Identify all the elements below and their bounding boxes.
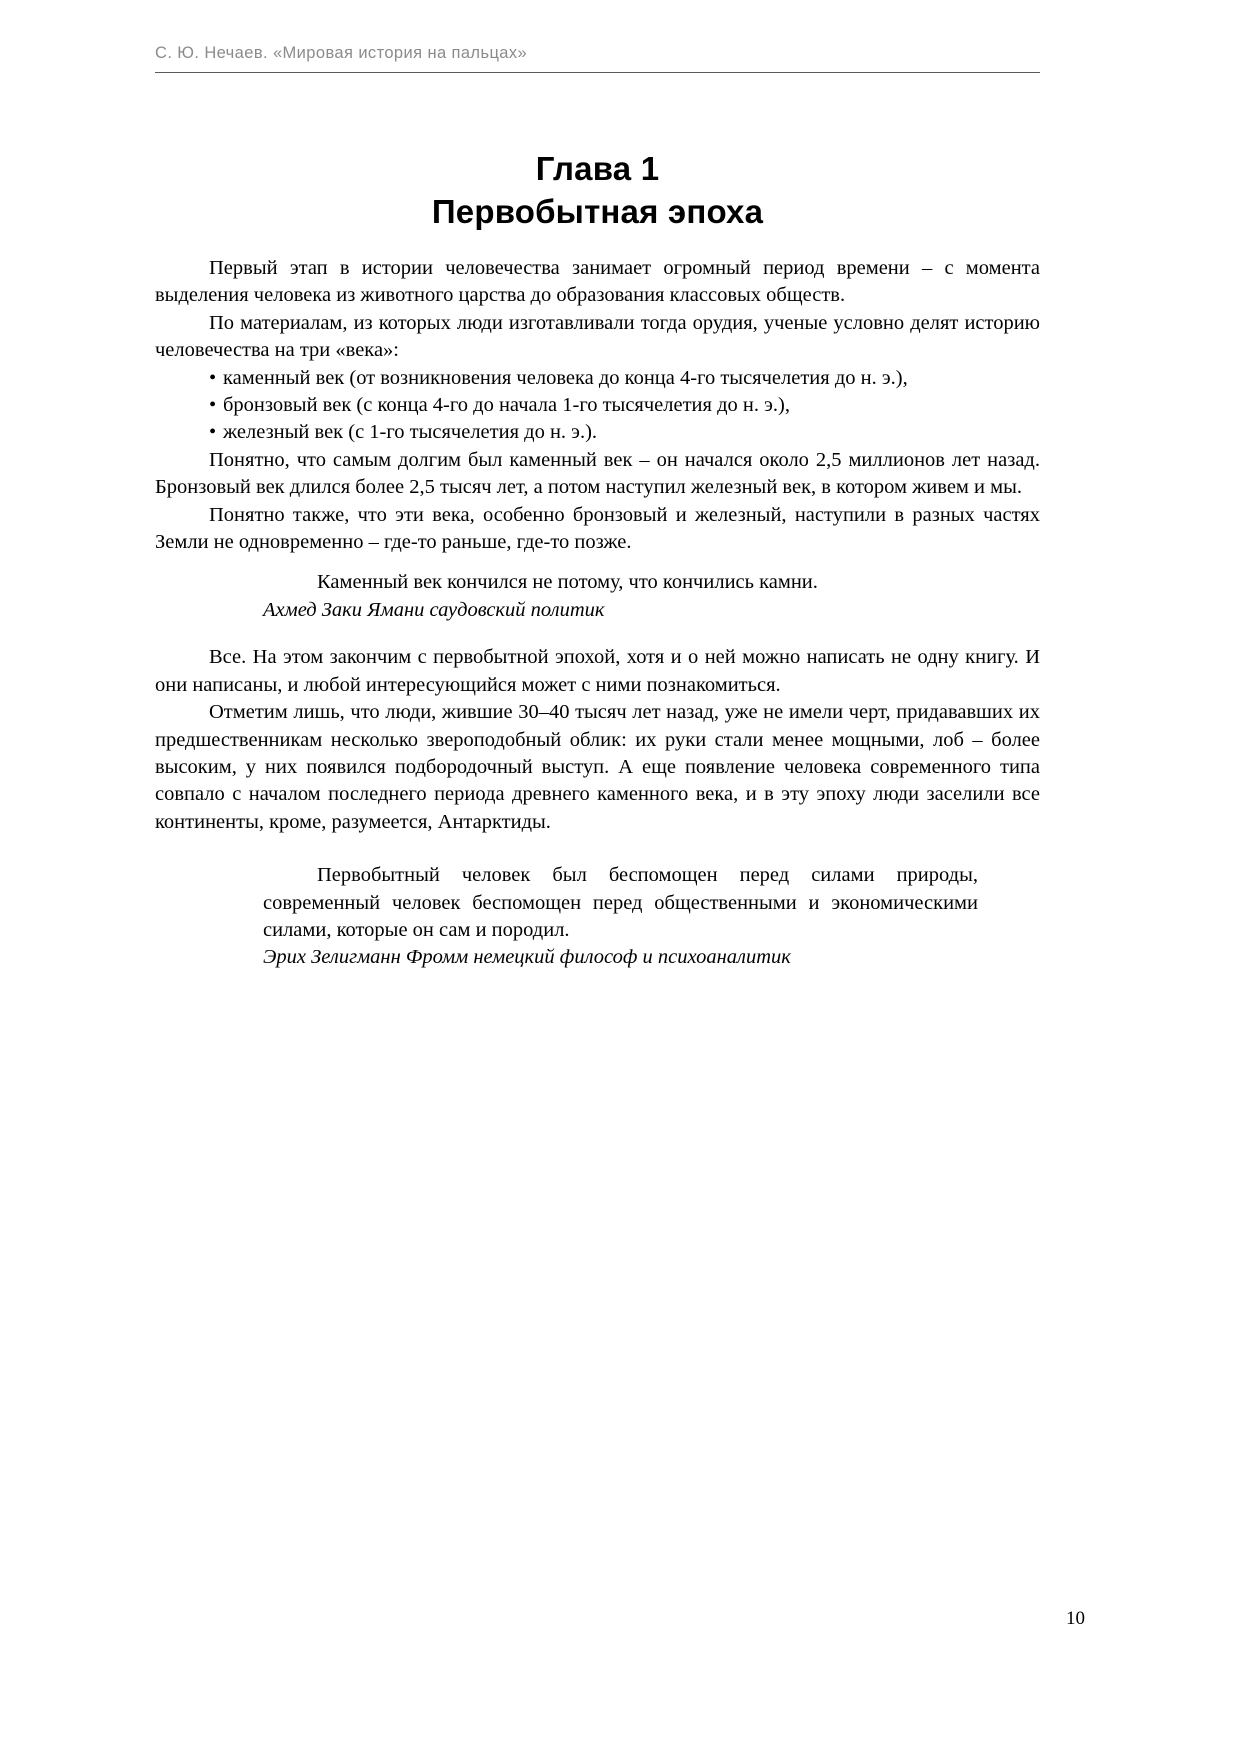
paragraph-4: Понятно также, что эти века, особенно бронзовый и железный, наступили в разных частях Земли не одновременно – где-то раньше, где-то позже. xyxy=(155,503,1040,554)
paragraph-3: Понятно, что самым долгим был каменный век – он начался около 2,5 миллионов лет назад. Бронзовый век длился более 2,5 тысяч лет, а потом наступил железный век, в котором живем и мы. xyxy=(155,448,1040,499)
body-content xyxy=(155,255,1040,972)
bullet-icon: • xyxy=(209,421,217,444)
quote-2-attribution: Эрих Зелигманн Фромм немецкий философ и психоаналитик xyxy=(263,946,791,969)
paragraph-5: Все. На этом закончим с первобытной эпохой, хотя и о ней можно написать не одну книгу. И они написаны, и любой интересующийся может с ними познакомиться. xyxy=(155,646,1040,696)
spacer xyxy=(155,556,1040,569)
running-header xyxy=(155,44,1040,73)
paragraph-1: Первый этап в истории человечества занимает огромный период времени – с момента выделения человека из животного царства до образования классовых обществ. xyxy=(155,257,1040,307)
bullet-icon: • xyxy=(209,366,217,389)
spacer xyxy=(155,836,1040,862)
list-item xyxy=(155,392,1040,419)
quote-1-text: Каменный век кончился не потому, что кончились камни. xyxy=(317,571,818,594)
quote-1-attribution: Ахмед Заки Ямани саудовский политик xyxy=(263,598,605,621)
page-number: 10 xyxy=(1066,1608,1085,1629)
quote-2-text: Первобытный человек был беспомощен перед силами природы, современный человек беспомощен перед общественными и экономическими силами, которые он сам и породил. xyxy=(263,864,978,941)
paragraph-6: Отметим лишь, что люди, жившие 30–40 тысяч лет назад, уже не имели черт, придававших их предшественникам несколько звероподобный облик: их руки стали менее мощными, лоб – более высоким, у них появился подбородочный выступ. А еще появление человека современного типа совпало с началом последнего периода древнего каменного века, и в эту эпоху люди заселили все континенты, кроме, разумеется, Антарктиды. xyxy=(155,701,1040,833)
list-item-label: каменный век (от возникновения человека до конца 4-го тысячелетия до н. э.), xyxy=(223,366,908,389)
spacer xyxy=(155,624,1040,644)
chapter-heading xyxy=(155,148,1040,234)
bullet-icon: • xyxy=(209,394,217,417)
header-divider xyxy=(155,72,1040,73)
century-list xyxy=(155,365,1040,447)
list-item-label: железный век (с 1-го тысячелетия до н. э.). xyxy=(223,421,598,444)
running-header-title: С. Ю. Нечаев. «Мировая история на пальцах» xyxy=(155,44,528,62)
list-item xyxy=(155,419,1040,446)
list-item xyxy=(155,365,1040,392)
paragraph-2: По материалам, из которых люди изготавливали тогда орудия, ученые условно делят историю человечества на три «века»: xyxy=(155,311,1040,362)
list-item-label: бронзовый век (с конца 4-го до начала 1-го тысячелетия до н. э.), xyxy=(223,394,790,417)
chapter-number: Глава 1 xyxy=(535,150,660,187)
chapter-title-text: Первобытная эпоха xyxy=(431,193,764,230)
